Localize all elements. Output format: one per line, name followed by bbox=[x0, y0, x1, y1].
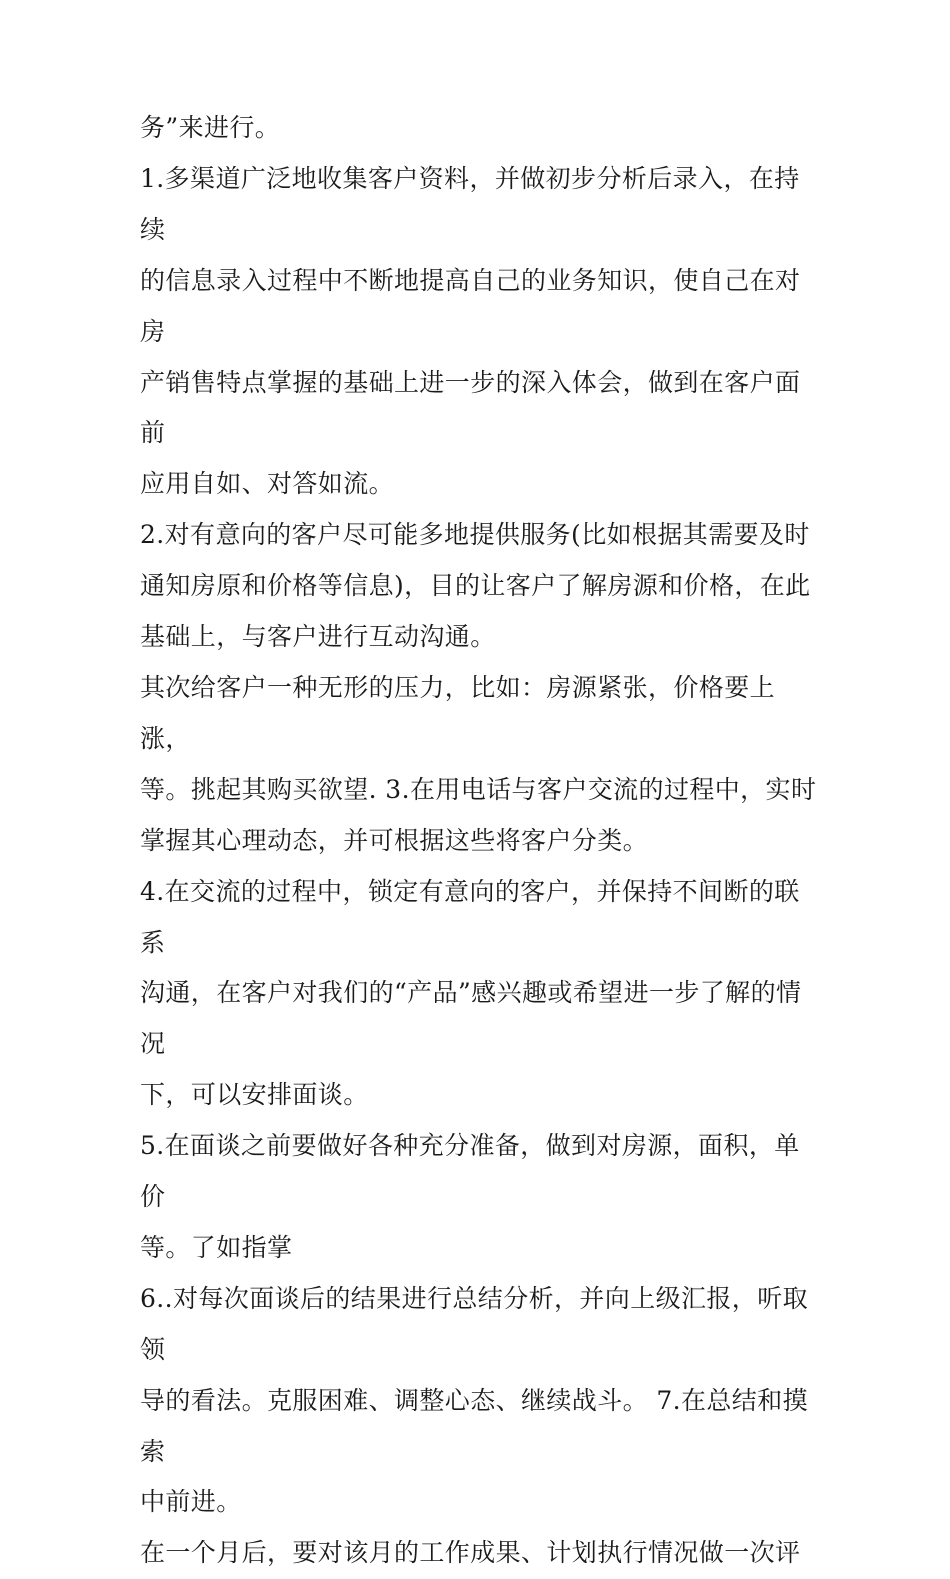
text-line-18: 导的看法。克服困难、调整心态、继续战斗。 7.在总结和摸索 bbox=[140, 1385, 809, 1466]
text-line-13: 沟通，在客户对我们的“产品”感兴趣或希望进一步了解的情况 bbox=[140, 978, 802, 1059]
text-line-3: 的信息录入过程中不断地提高自己的业务知识，使自己在对房 bbox=[140, 265, 801, 346]
text-line-17: 6..对每次面谈后的结果进行总结分析，并向上级汇报，听取领 bbox=[140, 1283, 809, 1364]
text-line-7: 通知房原和价格等信息)，目的让客户了解房源和价格，在此 bbox=[140, 571, 811, 601]
document-body bbox=[140, 103, 820, 1579]
text-line-9: 其次给客户一种无形的压力，比如：房源紧张，价格要上涨， bbox=[140, 672, 776, 753]
text-line-4: 产销售特点掌握的基础上进一步的深入体会，做到在客户面前 bbox=[140, 367, 801, 448]
text-line-5: 应用自如、对答如流。 bbox=[140, 469, 395, 499]
text-line-15: 5.在面谈之前要做好各种充分准备，做到对房源，面积，单价 bbox=[140, 1131, 800, 1212]
text-line-8: 基础上，与客户进行互动沟通。 bbox=[140, 622, 496, 652]
text-line-20: 在一个月后，要对该月的工作成果、计划执行情况做一次评 bbox=[140, 1538, 801, 1568]
text-line-10: 等。挑起其购买欲望. 3.在用电话与客户交流的过程中，实时 bbox=[140, 774, 817, 804]
text-line-16: 等。了如指掌 bbox=[140, 1232, 293, 1262]
text-line-19: 中前进。 bbox=[140, 1487, 242, 1517]
text-line-1: 务”来进行。 bbox=[140, 113, 281, 142]
text-line-11: 掌握其心理动态，并可根据这些将客户分类。 bbox=[140, 825, 649, 855]
text-line-12: 4.在交流的过程中，锁定有意向的客户，并保持不间断的联系 bbox=[140, 876, 800, 957]
text-line-14: 下，可以安排面谈。 bbox=[140, 1080, 369, 1110]
text-line-6: 2.对有意向的客户尽可能多地提供服务(比如根据其需要及时 bbox=[140, 520, 810, 550]
text-line-2: 1.多渠道广泛地收集客户资料，并做初步分析后录入，在持续 bbox=[140, 163, 800, 244]
